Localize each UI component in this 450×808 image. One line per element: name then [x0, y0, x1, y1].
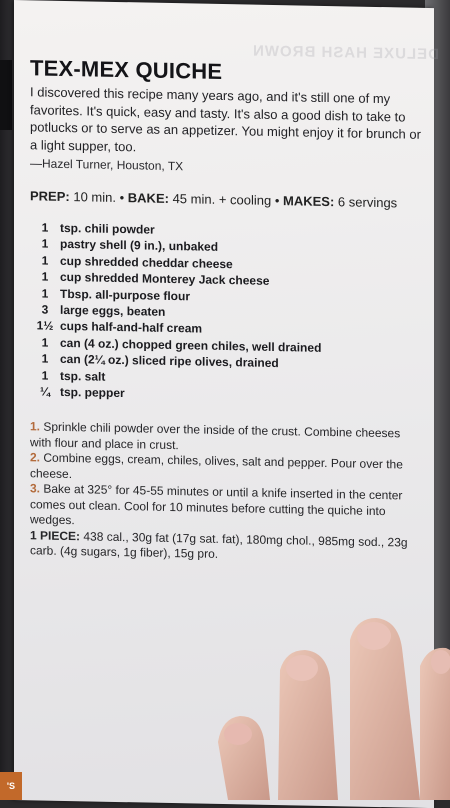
bake-label: BAKE:: [127, 190, 169, 206]
bake-value: 45 min. + cooling •: [172, 191, 280, 209]
ingredient-text: can (2¼ oz.) sliced ripe olives, drained: [60, 352, 279, 371]
nutrition-info: [30, 528, 422, 567]
ingredient-qty: 3: [41, 302, 49, 317]
makes-value: 6 servings: [337, 194, 398, 211]
ingredient-qty: 1½: [36, 318, 54, 334]
ingredient-text: cup shredded Monterey Jack cheese: [60, 270, 270, 289]
backdrop-strip: [0, 60, 12, 130]
recipe-page: [14, 0, 439, 808]
ingredient-text: cup shredded cheddar cheese: [60, 253, 233, 272]
ingredient-qty: 1: [41, 368, 49, 383]
ingredient-text: tsp. pepper: [60, 384, 125, 401]
ingredient-list: [30, 219, 422, 407]
prep-value: 10 min. •: [73, 189, 125, 206]
step-number: 2.: [30, 450, 41, 465]
recipe-content: [30, 55, 422, 566]
recipe-intro: I discovered this recipe many years ago, and it's still one of my favorites. It's quick, easy and tasty. It's also a good dish to take to potlucks or to serve as an appetizer. You might enjoy it for brunch or a light supper, too.: [30, 84, 421, 154]
ingredient-text: can (4 oz.) chopped green chiles, well drained: [60, 335, 322, 355]
step-text: Bake at 325° for 45-55 minutes or until a knife inserted in the center comes out clean. Cool for 10 minutes before cutting the quiche into wedges.: [30, 482, 403, 528]
ingredient-qty: 1: [41, 351, 49, 366]
recipe-author: —Hazel Turner, Houston, TX: [30, 156, 184, 174]
prep-label: PREP:: [30, 188, 70, 205]
nutrition-text: 438 cal., 30g fat (17g sat. fat), 180mg chol., 985mg sod., 23g carb. (4g sugars, 1g fiber), 15g pro.: [30, 529, 408, 562]
ingredient-text: tsp. chili powder: [60, 220, 155, 237]
ingredient-qty: ¼: [39, 384, 50, 399]
page-edge-tab: 'S: [0, 772, 22, 800]
ingredient-text: large eggs, beaten: [60, 302, 166, 319]
step-text: Combine eggs, cream, chiles, olives, salt and pepper. Pour over the cheese.: [30, 451, 403, 482]
ingredient-qty: 1: [41, 335, 49, 350]
ingredient-qty: 1: [41, 253, 49, 268]
ingredient-qty: 1: [41, 236, 49, 252]
ingredient-qty: 1: [41, 269, 49, 284]
recipe-title: TEX-MEX QUICHE: [30, 55, 223, 84]
ingredient-text: Tbsp. all-purpose flour: [60, 286, 191, 304]
step-number: 1.: [30, 419, 41, 434]
step-item: [30, 482, 422, 536]
makes-label: MAKES:: [283, 193, 335, 210]
bleed-through-text: DELUXE HASH BROWN: [251, 42, 439, 64]
step-number: 3.: [30, 481, 41, 496]
recipe-meta: [30, 188, 422, 211]
nutrition-label: 1 PIECE:: [30, 528, 81, 544]
ingredient-qty: 1: [41, 220, 49, 235]
instruction-steps: [30, 420, 422, 536]
ingredient-text: tsp. salt: [60, 368, 106, 384]
ingredient-text: pastry shell (9 in.), unbaked: [60, 237, 219, 255]
ingredient-text: cups half-and-half cream: [60, 319, 203, 337]
step-text: Sprinkle chili powder over the inside of the crust. Combine cheeses with flour and place in crust.: [30, 420, 401, 453]
ingredient-qty: 1: [41, 286, 49, 301]
